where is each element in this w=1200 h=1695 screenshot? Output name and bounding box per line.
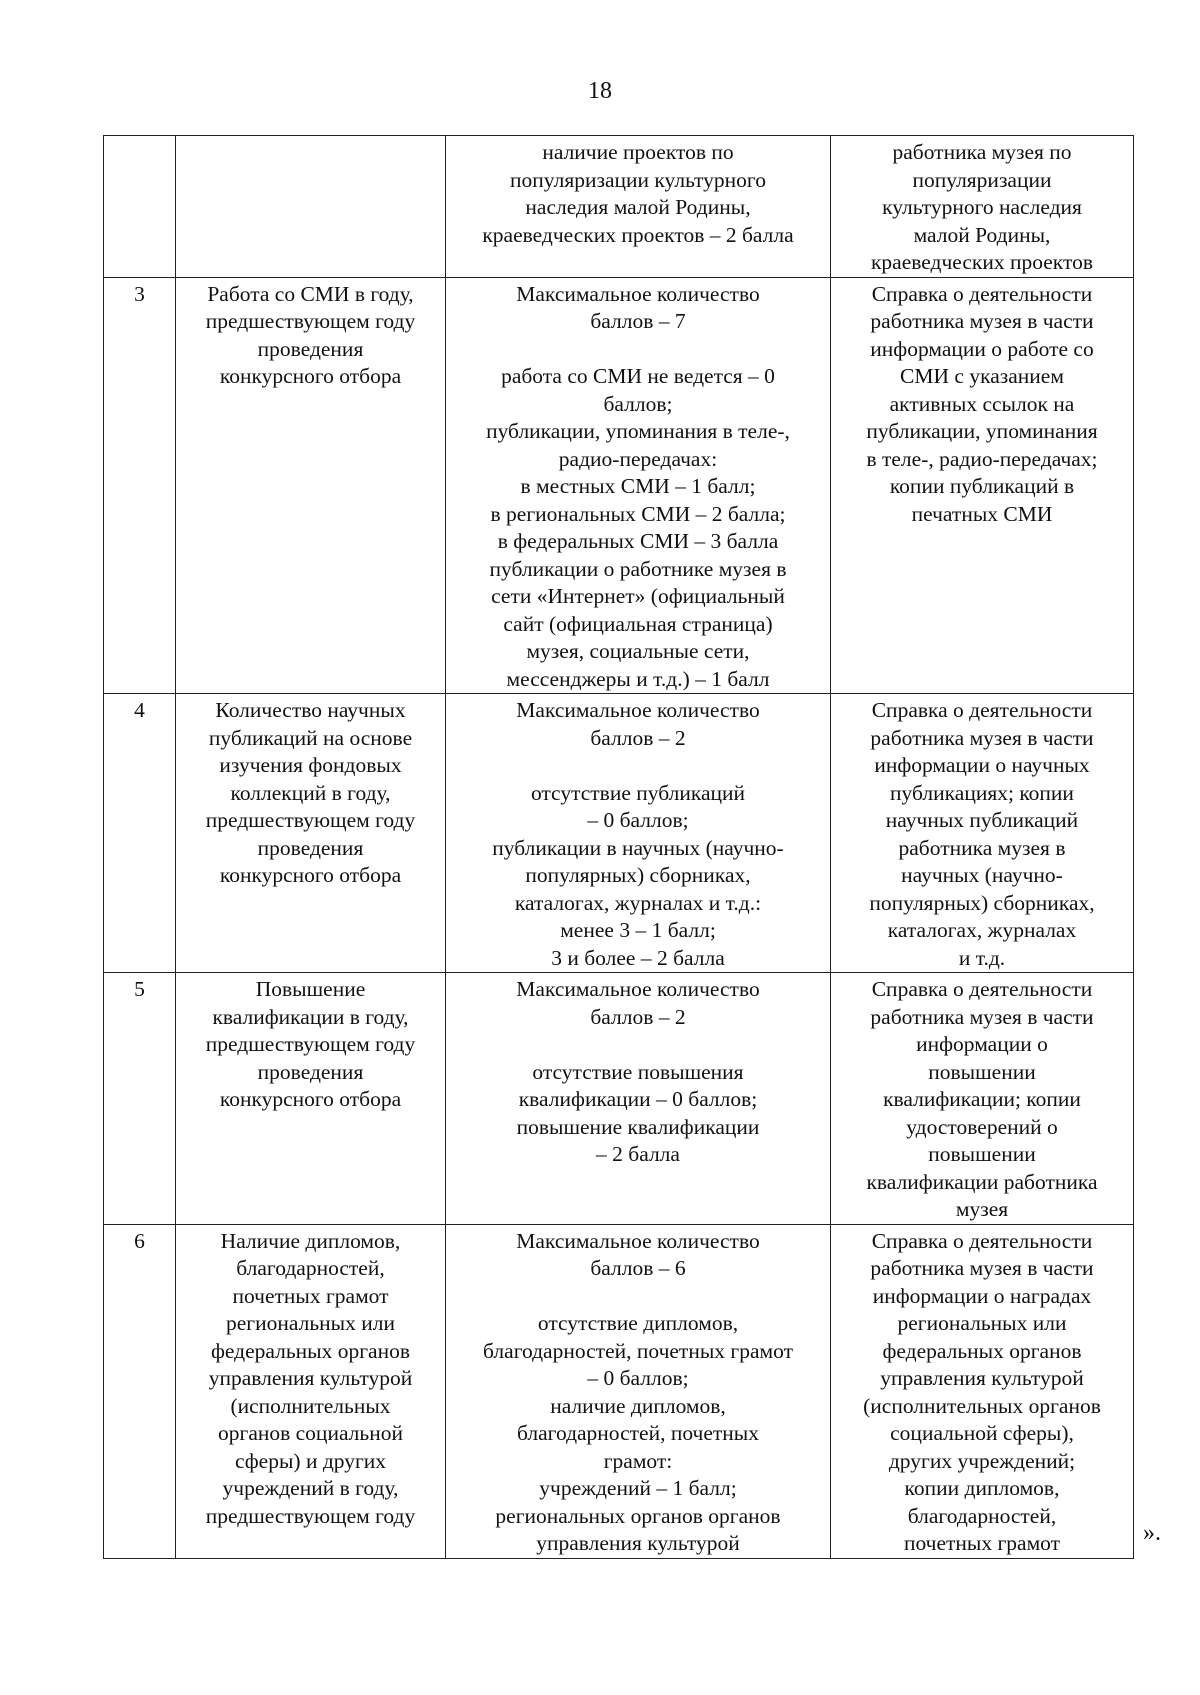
cell-line: почетных грамот: [903, 1531, 1061, 1555]
criterion-cell: [176, 136, 446, 278]
cell-line: квалификации в году,: [212, 1004, 409, 1029]
cell-line: 3 и более – 2 балла: [551, 945, 725, 970]
cell-line: Максимальное количество: [516, 281, 760, 306]
criterion-cell: [176, 1224, 446, 1558]
documents-cell: [831, 973, 1134, 1225]
cell-line: и т.д.: [958, 945, 1006, 970]
cell-line: региональных или: [226, 1311, 395, 1335]
documents-cell: [831, 277, 1134, 694]
row-number-cell: 5: [104, 973, 176, 1225]
cell-line: музея, социальные сети,: [526, 639, 750, 663]
cell-line: (исполнительных органов: [863, 1393, 1101, 1418]
cell-line: – 0 баллов;: [587, 808, 689, 832]
cell-line: – 2 балла: [596, 1142, 680, 1166]
cell-line: Справка о деятельности: [871, 1228, 1093, 1253]
cell-line: наличие дипломов,: [550, 1393, 726, 1418]
cell-line: популяризации: [912, 167, 1052, 192]
cell-line: конкурсного отбора: [219, 863, 402, 887]
cell-line: Работа со СМИ в году,: [207, 281, 414, 306]
row-number-cell: 6: [104, 1224, 176, 1558]
cell-line: отсутствие дипломов,: [537, 1311, 739, 1335]
table-row: [104, 136, 1134, 278]
cell-line: Справка о деятельности: [871, 698, 1093, 722]
cell-line: [452, 752, 824, 780]
cell-line: (исполнительных: [230, 1393, 391, 1418]
cell-line: работника музея в части: [870, 1256, 1094, 1280]
cell-line: Наличие дипломов,: [220, 1228, 401, 1253]
cell-line: учреждений – 1 балл;: [539, 1476, 737, 1500]
cell-line: баллов – 7: [590, 309, 686, 333]
table-row: [104, 277, 1134, 694]
cell-line: органов социальной: [218, 1421, 403, 1445]
cell-line: публикациях; копии: [890, 780, 1074, 805]
cell-line: коллекций в году,: [230, 780, 391, 805]
cell-line: благодарностей,: [236, 1256, 385, 1280]
cell-line: баллов – 6: [590, 1256, 686, 1280]
cell-line: сферы) и других: [234, 1448, 387, 1473]
documents-cell: [831, 694, 1134, 973]
cell-line: радио-передачах:: [558, 446, 718, 471]
cell-line: в региональных СМИ – 2 балла;: [490, 501, 786, 526]
cell-line: малой Родины,: [913, 222, 1051, 247]
cell-line: баллов – 2: [590, 1004, 686, 1029]
cell-line: предшествующем году: [205, 808, 416, 832]
cell-line: повышении: [928, 1059, 1036, 1084]
cell-line: наследия малой Родины,: [525, 195, 751, 219]
cell-line: Максимальное количество: [516, 698, 760, 722]
scoring-cell: [446, 277, 831, 694]
cell-line: популяризации культурного: [510, 167, 766, 192]
cell-line: учреждений в году,: [222, 1476, 399, 1500]
cell-line: благодарностей, почетных грамот: [483, 1338, 793, 1363]
cell-line: конкурсного отбора: [219, 364, 402, 388]
cell-line: повышение квалификации: [516, 1114, 760, 1139]
cell-line: краеведческих проектов – 2 балла: [482, 222, 794, 247]
cell-line: научных (научно-: [901, 863, 1063, 887]
cell-line: информации о: [916, 1032, 1048, 1056]
cell-line: активных ссылок на: [889, 391, 1075, 416]
cell-line: [452, 1031, 824, 1059]
cell-line: работника музея в: [898, 835, 1066, 860]
scoring-cell: [446, 1224, 831, 1558]
cell-line: каталогах, журналах: [887, 918, 1077, 942]
criteria-table-body: [104, 136, 1134, 1559]
cell-line: конкурсного отбора: [219, 1087, 402, 1111]
cell-line: других учреждений;: [888, 1448, 1076, 1473]
cell-line: информации о работе со: [870, 336, 1094, 361]
cell-line: благодарностей, почетных: [516, 1421, 759, 1445]
cell-line: музея: [955, 1197, 1009, 1221]
cell-line: Повышение: [255, 977, 366, 1001]
criterion-cell: [176, 277, 446, 694]
cell-line: публикации в научных (научно-: [492, 835, 784, 860]
cell-line: СМИ с указанием: [900, 364, 1064, 388]
cell-line: наличие проектов по: [542, 140, 734, 164]
scoring-cell: [446, 136, 831, 278]
cell-line: печатных СМИ: [911, 501, 1053, 526]
cell-line: менее 3 – 1 балл;: [560, 918, 716, 942]
cell-line: грамот:: [603, 1448, 673, 1473]
cell-line: проведения: [257, 835, 364, 860]
cell-line: каталогах, журналах и т.д.:: [514, 890, 762, 915]
cell-line: копии дипломов,: [904, 1476, 1060, 1500]
cell-line: управления культурой: [536, 1531, 740, 1555]
cell-line: популярных) сборниках,: [525, 863, 751, 887]
cell-line: Максимальное количество: [516, 1228, 760, 1253]
row-number-cell: [104, 136, 176, 278]
cell-line: в федеральных СМИ – 3 балла: [497, 529, 779, 553]
cell-line: отсутствие публикаций: [530, 780, 746, 805]
cell-line: публикаций на основе: [208, 725, 413, 750]
cell-line: сайт (официальная страница): [503, 611, 773, 636]
cell-line: управления культурой: [880, 1366, 1084, 1390]
cell-line: мессенджеры и т.д.) – 1 балл: [506, 666, 770, 691]
cell-line: проведения: [257, 1059, 364, 1084]
criteria-table: [103, 135, 1134, 1559]
cell-line: повышении: [928, 1142, 1036, 1166]
table-row: [104, 973, 1134, 1225]
cell-line: отсутствие повышения: [532, 1059, 744, 1084]
cell-line: – 0 баллов;: [587, 1366, 689, 1390]
cell-line: проведения: [257, 336, 364, 361]
criterion-cell: [176, 694, 446, 973]
documents-cell: [831, 1224, 1134, 1558]
cell-line: информации о научных: [874, 753, 1090, 777]
cell-line: публикации о работнике музея в: [489, 556, 787, 581]
table-row: [104, 694, 1134, 973]
cell-line: [452, 1283, 824, 1311]
cell-line: Справка о деятельности: [871, 281, 1093, 306]
cell-line: федеральных органов: [210, 1338, 411, 1363]
cell-line: культурного наследия: [882, 195, 1082, 219]
scoring-cell: [446, 973, 831, 1225]
cell-line: региональных органов органов: [495, 1503, 781, 1528]
cell-line: федеральных органов: [882, 1338, 1082, 1363]
cell-line: предшествующем году: [205, 1032, 416, 1056]
cell-line: информации о наградах: [872, 1283, 1092, 1308]
cell-line: предшествующем году: [205, 1503, 416, 1528]
cell-line: публикации, упоминания в теле-,: [486, 419, 790, 443]
cell-line: баллов – 2: [590, 725, 686, 750]
page-number: 18: [588, 78, 612, 104]
cell-line: работника музея в части: [870, 309, 1094, 333]
cell-line: Максимальное количество: [516, 977, 760, 1001]
cell-line: удостоверений о: [906, 1114, 1058, 1139]
cell-line: квалификации – 0 баллов;: [518, 1087, 758, 1111]
row-number-cell: 3: [104, 277, 176, 694]
cell-line: баллов;: [603, 391, 673, 416]
cell-line: сети «Интернет» (официальный: [491, 584, 785, 608]
cell-line: копии публикаций в: [889, 474, 1075, 498]
cell-line: Количество научных: [215, 698, 406, 722]
cell-line: управления культурой: [208, 1366, 413, 1390]
cell-line: [452, 336, 824, 364]
cell-line: предшествующем году: [205, 309, 416, 333]
scoring-cell: [446, 694, 831, 973]
cell-line: работа со СМИ не ведется – 0: [501, 364, 775, 388]
cell-line: краеведческих проектов: [870, 250, 1093, 274]
cell-line: почетных грамот: [232, 1283, 389, 1308]
criterion-cell: [176, 973, 446, 1225]
cell-line: социальной сферы),: [890, 1421, 1074, 1445]
cell-line: квалификации; копии: [883, 1087, 1081, 1111]
table-row: [104, 1224, 1134, 1558]
documents-cell: [831, 136, 1134, 278]
cell-line: региональных или: [897, 1311, 1067, 1335]
cell-line: работника музея в части: [870, 1004, 1094, 1029]
cell-line: изучения фондовых: [219, 753, 402, 777]
cell-line: квалификации работника: [866, 1169, 1098, 1194]
cell-line: благодарностей,: [907, 1503, 1057, 1528]
cell-line: в местных СМИ – 1 балл;: [520, 474, 756, 498]
cell-line: публикации, упоминания: [866, 419, 1098, 443]
cell-line: Справка о деятельности: [871, 977, 1093, 1001]
cell-line: работника музея по: [892, 140, 1072, 164]
cell-line: работника музея в части: [870, 725, 1094, 750]
closing-quote-mark: ».: [1143, 1520, 1161, 1546]
row-number-cell: 4: [104, 694, 176, 973]
cell-line: в теле-, радио-передачах;: [866, 446, 1098, 471]
cell-line: популярных) сборниках,: [869, 890, 1095, 915]
cell-line: научных публикаций: [885, 808, 1079, 832]
